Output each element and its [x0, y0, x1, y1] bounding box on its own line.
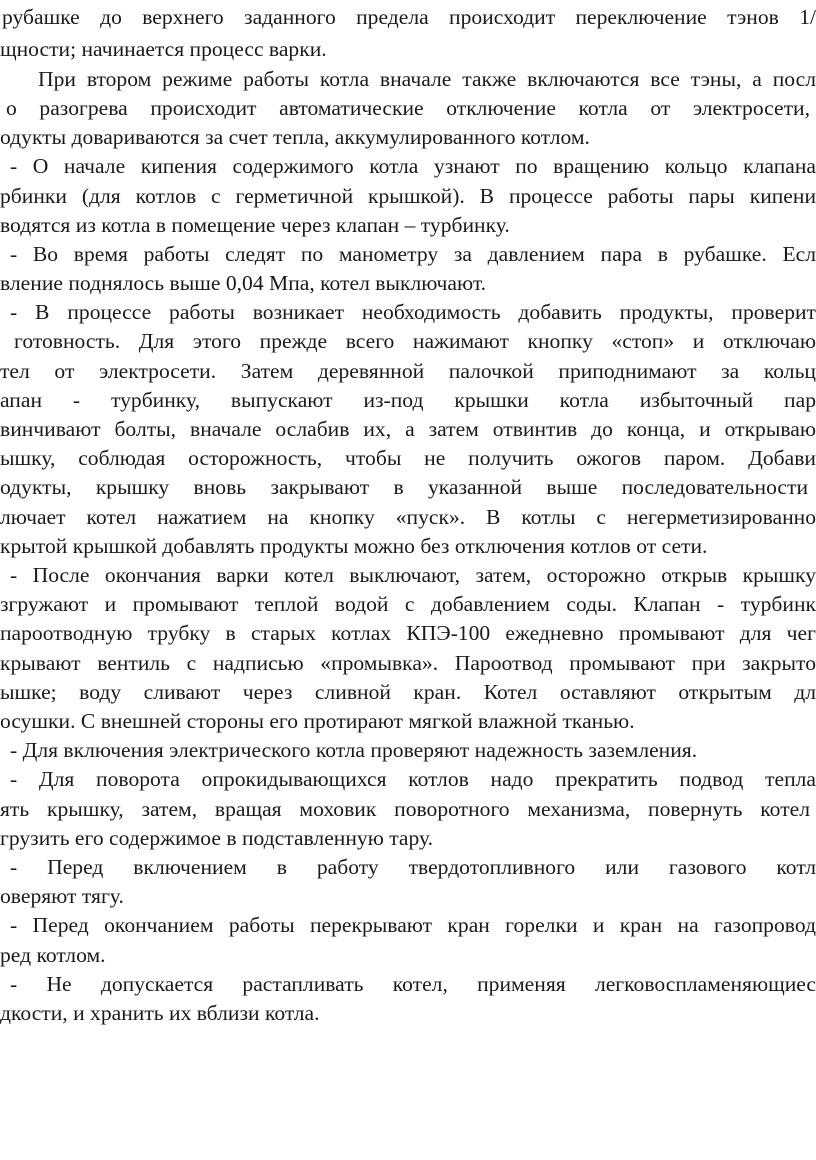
- text-line: о разогрева происходит автоматические отключение котла от электросети,: [6, 96, 810, 120]
- text-line: - В процессе работы возникает необходимость добавить продукты, проверит: [10, 300, 816, 324]
- text-line: рубашке до верхнего заданного предела происходит переключение тэнов 1/: [2, 5, 816, 29]
- text-line: оверяют тягу.: [0, 884, 124, 908]
- text-line: одукты довариваются за счет тепла, аккумулированного котлом.: [0, 125, 590, 149]
- text-line: ышке; воду сливают через сливной кран. Котел оставляют открытым дл: [0, 680, 816, 704]
- text-line: винчивают болты, вначале ослабив их, а затем отвинтив до конца, и открываю: [0, 417, 816, 441]
- text-line: - Не допускается растапливать котел, применяя легковоспламеняющиес: [10, 972, 816, 996]
- text-line: - Во время работы следят по манометру за давлением пара в рубашке. Есл: [10, 242, 816, 266]
- text-line: водятся из котла в помещение через клапан – турбинку.: [0, 213, 510, 237]
- text-line: одукты, крышку вновь закрывают в указанной выше последовательности: [0, 475, 808, 499]
- text-line: вление поднялось выше 0,04 Мпа, котел выключают.: [0, 271, 487, 295]
- text-line: ред котлом.: [0, 943, 106, 967]
- text-line: - Перед окончанием работы перекрывают кран горелки и кран на газопровод: [10, 913, 816, 937]
- text-line: - Перед включением в работу твердотопливного или газового котл: [10, 855, 816, 879]
- text-line: крывают вентиль с надписью «промывка». Пароотвод промывают при закрыто: [0, 651, 816, 675]
- text-line: При втором режиме работы котла вначале также включаются все тэны, а посл: [38, 67, 816, 91]
- text-line: готовность. Для этого прежде всего нажимают кнопку «стоп» и отключаю: [14, 329, 816, 353]
- text-line: згружают и промывают теплой водой с добавлением соды. Клапан - турбинк: [0, 592, 816, 616]
- text-line: апан - турбинку, выпускают из-под крышки котла избыточный пар: [0, 388, 816, 412]
- text-line: - Для поворота опрокидывающихся котлов надо прекратить подвод тепла: [10, 767, 816, 791]
- text-line: грузить его содержимое в подставленную тару.: [0, 826, 434, 850]
- text-line: пароотводную трубку в старых котлах КПЭ-100 ежедневно промывают для чег: [0, 621, 816, 645]
- text-line: ышку, соблюдая осторожность, чтобы не получить ожогов паром. Добави: [0, 446, 816, 470]
- text-line: - После окончания варки котел выключают, затем, осторожно открыв крышку: [10, 563, 816, 587]
- text-line: дкости, и хранить их вблизи котла.: [0, 1001, 320, 1025]
- text-line: - Для включения электрического котла проверяют надежность заземления.: [10, 738, 698, 762]
- text-line: ять крышку, затем, вращая моховик поворотного механизма, повернуть котел: [0, 797, 810, 821]
- text-line: крытой крышкой добавлять продукты можно без отключения котлов от сети.: [0, 534, 708, 558]
- text-line: тел от электросети. Затем деревянной палочкой приподнимают за кольц: [0, 359, 816, 383]
- text-line: - О начале кипения содержимого котла узнают по вращению кольцо клапана: [10, 154, 816, 178]
- text-line: щности; начинается процесс варки.: [0, 37, 327, 61]
- text-line: рбинки (для котлов с герметичной крышкой). В процессе работы пары кипени: [0, 184, 816, 208]
- text-line: осушки. С внешней стороны его протирают мягкой влажной тканью.: [0, 709, 635, 733]
- text-line: лючает котел нажатием на кнопку «пуск». В котлы с негерметизированно: [0, 505, 816, 529]
